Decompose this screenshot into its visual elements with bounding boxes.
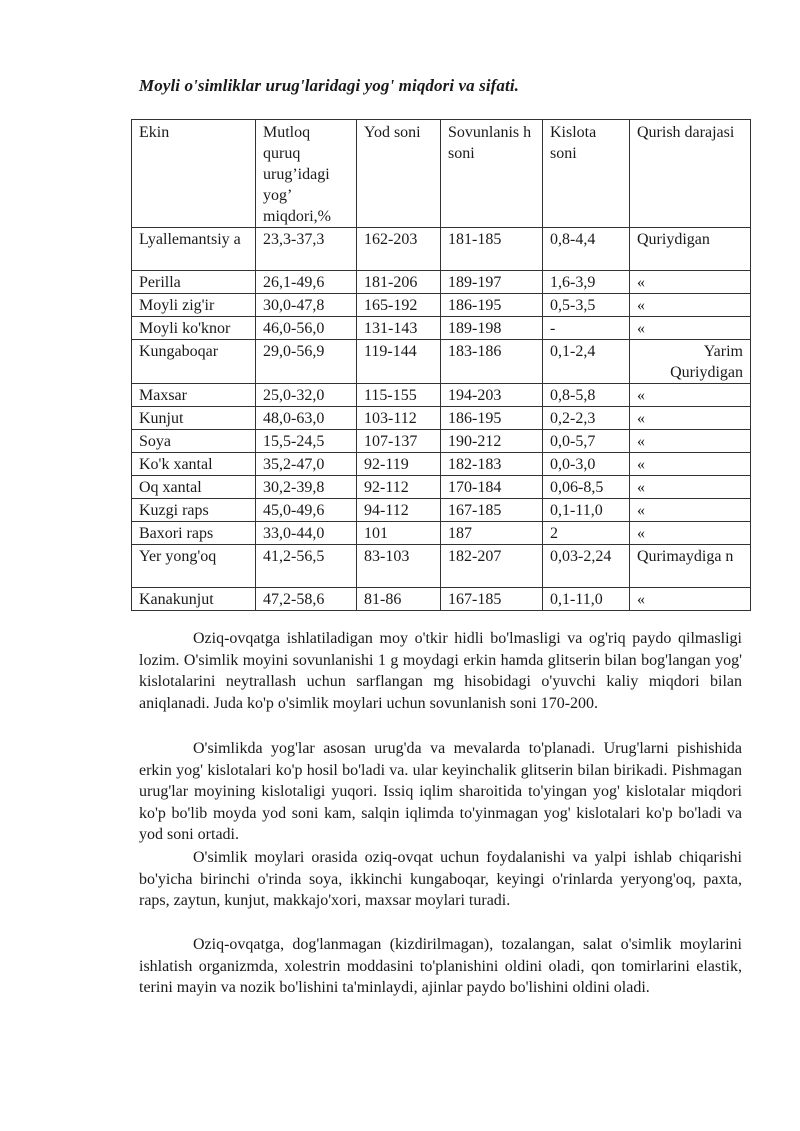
table-row [132,453,751,476]
cell-iodine-number: 81-86 [357,588,441,611]
cell-drying-degree: « [630,430,751,453]
oil-seed-table [131,119,751,611]
cell-drying-degree: « [630,384,751,407]
cell-iodine-number: 92-112 [357,476,441,499]
table-row [132,522,751,545]
header-cell-acid-number: Kislota soni [543,120,630,228]
table-body [132,120,751,611]
cell-crop: Lyallemantsiy a [132,228,256,271]
cell-iodine-number: 119-144 [357,340,441,384]
cell-acid-number: - [543,317,630,340]
cell-saponification-number: 181-185 [441,228,543,271]
table-row [132,476,751,499]
cell-acid-number: 0,06-8,5 [543,476,630,499]
cell-acid-number: 1,6-3,9 [543,271,630,294]
cell-acid-number: 0,5-3,5 [543,294,630,317]
paragraph-text: Oziq-ovqatga, dog'lanmagan (kizdirilmagan), tozalangan, salat o'simlik moylarini ishlatish organizmda, xolestrin moddasini to'planishini oldini oladi, qon tomirlarini elastik, terini mayin va nozik bo'lishini ta'minlaydi, ajinlar paydo bo'lishini oldini oladi. [139,936,742,997]
cell-iodine-number: 92-119 [357,453,441,476]
cell-acid-number: 0,0-5,7 [543,430,630,453]
paragraph-text: Oziq-ovqatga ishlatiladigan moy o'tkir hidli bo'lmasligi va og'riq paydo qilmasligi lozim. O'simlik moyini sovunlanishi 1 g moydagi erkin hamda glitserin bilan bog'langan yog' kislotalarini neytrallash uchun sarflangan mg hisobidagi o'yuvchi kaliy miqdori bilan aniqlanadi. Juda ko'p o'simlik moylari uchun sovunlanish soni 170-200. [139,630,742,712]
table-row [132,499,751,522]
table-row [132,294,751,317]
cell-crop: Kunjut [132,407,256,430]
cell-drying-degree: « [630,407,751,430]
table-row [132,340,751,384]
cell-iodine-number: 83-103 [357,545,441,588]
cell-drying-degree: « [630,317,751,340]
cell-saponification-number: 194-203 [441,384,543,407]
header-cell-saponification-number: Sovunlanis h soni [441,120,543,228]
header-cell-oil-content: Mutloq quruq urug’idagi yog’ miqdori,% [256,120,357,228]
paragraph-1 [139,628,742,714]
cell-crop: Baxori raps [132,522,256,545]
cell-iodine-number: 101 [357,522,441,545]
cell-drying-degree: « [630,522,751,545]
cell-acid-number: 2 [543,522,630,545]
header-cell-drying-degree: Qurish darajasi [630,120,751,228]
cell-acid-number: 0,8-4,4 [543,228,630,271]
cell-saponification-number: 167-185 [441,499,543,522]
cell-drying-degree: Qurimaydiga n [630,545,751,588]
cell-oil-content: 33,0-44,0 [256,522,357,545]
cell-saponification-number: 186-195 [441,407,543,430]
cell-crop: Oq xantal [132,476,256,499]
cell-iodine-number: 165-192 [357,294,441,317]
cell-crop: Maxsar [132,384,256,407]
table-row [132,430,751,453]
cell-drying-degree: « [630,588,751,611]
cell-crop: Perilla [132,271,256,294]
cell-oil-content: 41,2-56,5 [256,545,357,588]
table-row [132,407,751,430]
cell-crop: Moyli zig'ir [132,294,256,317]
cell-crop: Kungaboqar [132,340,256,384]
cell-oil-content: 46,0-56,0 [256,317,357,340]
cell-iodine-number: 181-206 [357,271,441,294]
cell-crop: Kanakunjut [132,588,256,611]
cell-saponification-number: 182-207 [441,545,543,588]
cell-oil-content: 15,5-24,5 [256,430,357,453]
paragraph-text: O'simlikda yog'lar asosan urug'da va mevalarda to'planadi. Urug'larni pishishida erkin yog' kislotalari ko'p hosil bo'ladi va. ular keyinchalik glitserin bilan birikadi. Pishmagan urug'lar moyining kislotaligi yuqori. Issiq iqlim sharoitida to'yingan yog' kislotalar miqdori ko'p bo'lib moyda yod soni kam, salqin iqlimda to'yinmagan yog' kislotalari ko'p bo'ladi va yod soni ortadi. [139,740,742,844]
cell-crop: Ko'k xantal [132,453,256,476]
cell-acid-number: 0,0-3,0 [543,453,630,476]
cell-drying-degree: « [630,294,751,317]
cell-saponification-number: 189-197 [441,271,543,294]
cell-oil-content: 48,0-63,0 [256,407,357,430]
cell-oil-content: 23,3-37,3 [256,228,357,271]
cell-drying-degree: « [630,271,751,294]
cell-saponification-number: 189-198 [441,317,543,340]
cell-acid-number: 0,03-2,24 [543,545,630,588]
cell-drying-degree: Yarim Quriydigan [630,340,751,384]
cell-oil-content: 25,0-32,0 [256,384,357,407]
cell-saponification-number: 170-184 [441,476,543,499]
table-header-row [132,120,751,228]
cell-iodine-number: 107-137 [357,430,441,453]
header-cell-iodine-number: Yod soni [357,120,441,228]
cell-drying-degree: Quriydigan [630,228,751,271]
cell-iodine-number: 131-143 [357,317,441,340]
cell-crop: Moyli ko'knor [132,317,256,340]
cell-saponification-number: 187 [441,522,543,545]
table-row [132,545,751,588]
cell-oil-content: 35,2-47,0 [256,453,357,476]
cell-oil-content: 29,0-56,9 [256,340,357,384]
cell-oil-content: 30,0-47,8 [256,294,357,317]
cell-crop: Soya [132,430,256,453]
paragraph-3 [139,847,742,912]
paragraph-2 [139,738,742,846]
paragraph-4 [139,934,742,999]
paragraph-text: O'simlik moylari orasida oziq-ovqat uchun foydalanishi va yalpi ishlab chiqarishi bo'yicha birinchi o'rinda soya, ikkinchi kungaboqar, keyingi o'rinlarda yeryong'oq, paxta, raps, zaytun, kunjut, makkajo'xori, maxsar moylari turadi. [139,849,742,910]
cell-oil-content: 26,1-49,6 [256,271,357,294]
cell-crop: Kuzgi raps [132,499,256,522]
cell-crop: Yer yong'oq [132,545,256,588]
cell-oil-content: 30,2-39,8 [256,476,357,499]
cell-acid-number: 0,1-11,0 [543,499,630,522]
cell-acid-number: 0,1-11,0 [543,588,630,611]
cell-iodine-number: 103-112 [357,407,441,430]
cell-oil-content: 45,0-49,6 [256,499,357,522]
table-row [132,317,751,340]
cell-saponification-number: 190-212 [441,430,543,453]
cell-saponification-number: 167-185 [441,588,543,611]
cell-iodine-number: 94-112 [357,499,441,522]
table-row [132,228,751,271]
cell-saponification-number: 186-195 [441,294,543,317]
cell-iodine-number: 162-203 [357,228,441,271]
header-cell-crop: Ekin [132,120,256,228]
document-title: Moyli o'simliklar urug'laridagi yog' miqdori va sifati. [139,76,520,95]
table-row [132,271,751,294]
cell-acid-number: 0,1-2,4 [543,340,630,384]
cell-drying-degree: « [630,499,751,522]
cell-drying-degree: « [630,453,751,476]
cell-iodine-number: 115-155 [357,384,441,407]
cell-oil-content: 47,2-58,6 [256,588,357,611]
table-row [132,384,751,407]
cell-saponification-number: 183-186 [441,340,543,384]
cell-acid-number: 0,8-5,8 [543,384,630,407]
cell-saponification-number: 182-183 [441,453,543,476]
cell-acid-number: 0,2-2,3 [543,407,630,430]
table-row [132,588,751,611]
cell-drying-degree: « [630,476,751,499]
